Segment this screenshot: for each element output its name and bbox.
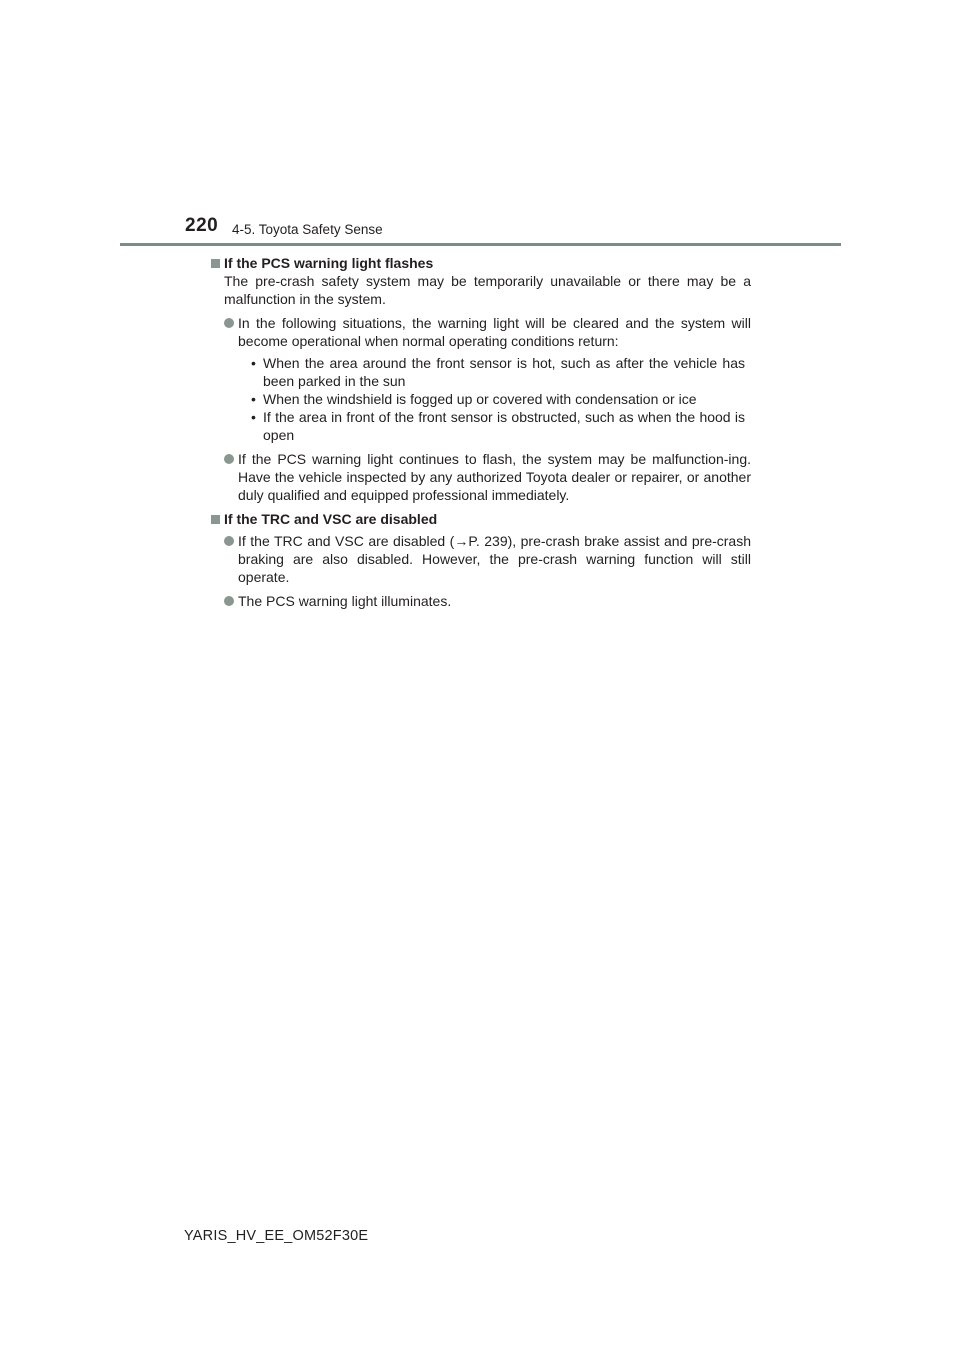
sub-list-item [238, 390, 751, 408]
sub-item-text: When the windshield is fogged up or covered with condensation or ice [263, 391, 697, 407]
section-title: 4-5. Toyota Safety Sense [232, 222, 383, 237]
sub-item-text: When the area around the front sensor is hot, such as after the vehicle has been parked in the sun [263, 355, 745, 389]
dot-marker-icon: • [251, 409, 256, 425]
circle-bullet-icon [224, 596, 234, 606]
heading-text: If the PCS warning light flashes [224, 255, 434, 271]
page-content [211, 254, 751, 610]
circle-bullet-icon [224, 318, 234, 328]
document-code: YARIS_HV_EE_OM52F30E [184, 1228, 369, 1244]
square-bullet-icon [211, 259, 220, 268]
heading-pcs-warning-light-flashes [211, 254, 751, 272]
bullet-text: If the PCS warning light continues to flash, the system may be malfunction-ing. Have the vehicle inspected by any authorized Toyota dealer or repairer, or another duly qualified and equipped professional immediately. [238, 451, 751, 503]
dot-marker-icon: • [251, 355, 256, 371]
bullet-text: If the TRC and VSC are disabled (→P. 239), pre-crash brake assist and pre-crash braking are also disabled. However, the pre-crash warning function will still operate. [238, 533, 751, 585]
bullet-text: In the following situations, the warning light will be cleared and the system will become operational when normal operating conditions return: [238, 315, 751, 349]
list-item [224, 592, 751, 610]
list-item [224, 314, 751, 350]
square-bullet-icon [211, 515, 220, 524]
sub-item-text: If the area in front of the front sensor is obstructed, such as when the hood is open [263, 409, 745, 443]
sub-list-item [238, 408, 751, 444]
list-item [224, 450, 751, 504]
list-item [224, 532, 751, 586]
circle-bullet-icon [224, 454, 234, 464]
dot-marker-icon: • [251, 391, 256, 407]
heading-text: If the TRC and VSC are disabled [224, 511, 438, 527]
sub-list [238, 354, 751, 444]
page-number: 220 [185, 215, 219, 236]
intro-paragraph: The pre-crash safety system may be temporarily unavailable or there may be a malfunction in the system. [224, 273, 751, 307]
bullet-text: The PCS warning light illuminates. [238, 593, 452, 609]
header-divider [120, 243, 841, 246]
heading-trc-vsc-disabled [211, 510, 751, 528]
circle-bullet-icon [224, 536, 234, 546]
sub-list-item [238, 354, 751, 390]
